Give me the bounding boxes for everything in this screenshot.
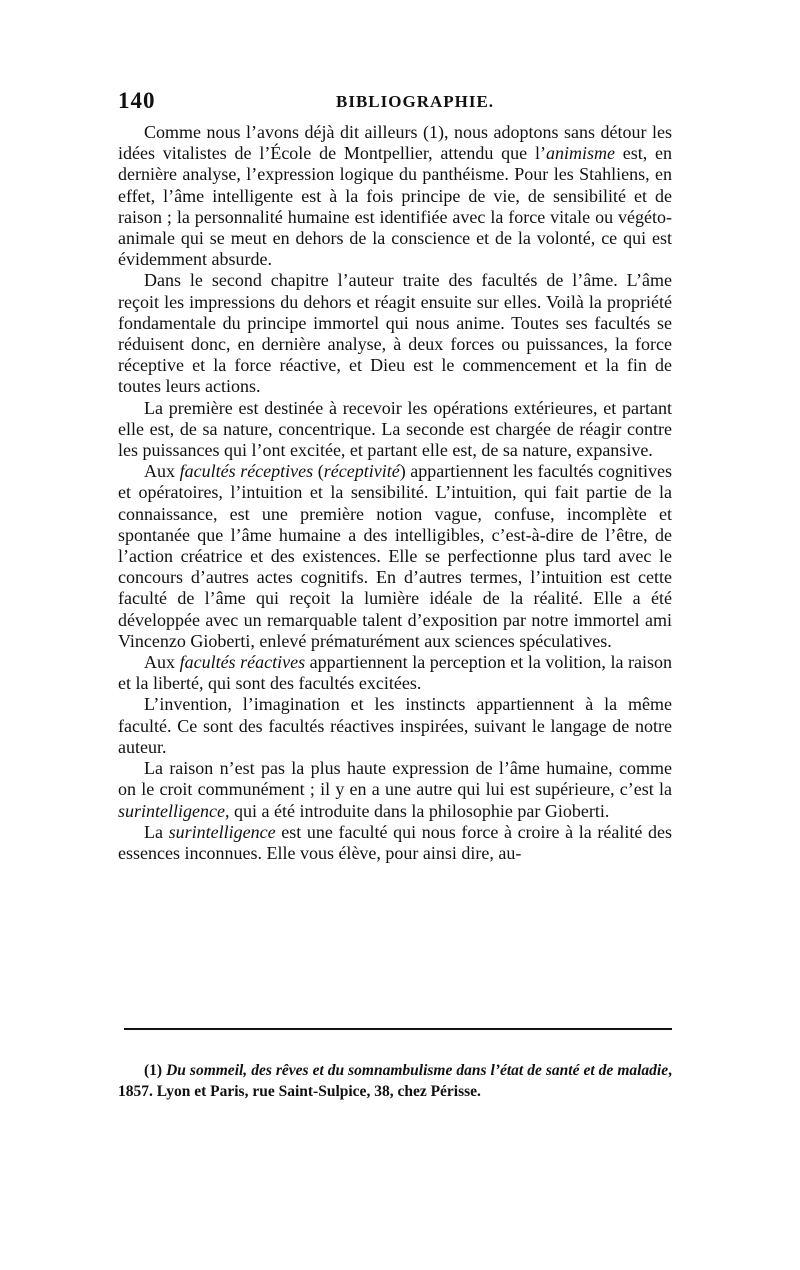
italic-run: Du sommeil, des rêves et du somnambulisme dans l’état de santé et de maladie xyxy=(166,1061,669,1079)
italic-run: facultés réactives xyxy=(179,652,306,673)
italic-run: surintelligence xyxy=(118,800,225,821)
text-run: Dans le second chapitre l’auteur traite des facultés de l’âme. L’âme reçoit les impressions du dehors et réagit ensuite sur elles. Voilà la propriété fondamentale du principe immortel qui nous anime. Toutes ses facultés se réduisent donc, en dernière analyse, à deux forces ou puissances, la force réceptive et la force réactive, et Dieu est le commencement et la fin de toutes leurs actions. xyxy=(118,270,672,397)
text-run: Comme nous l’avons déjà dit ailleurs (1), nous adoptons sans détour les idées vitalistes de l’École de Montpellier, attendu que l’ xyxy=(118,122,672,164)
paragraph xyxy=(118,694,672,758)
paragraph xyxy=(118,652,672,694)
paragraph xyxy=(118,122,672,270)
paragraph xyxy=(118,270,672,397)
text-run: Aux xyxy=(144,652,180,673)
text-run: ) appartiennent les facultés cognitives et opératoires, l’intuition et la sensibilité. L’intuition, qui fait partie de la connaissance, est une première notion vague, confuse, incomplète et spontanée que l’âme humaine a des intelligibles, c’est-à-dire de l’être, de l’action créatrice et des existences. Elle se perfectionne plus tard avec le concours d’autres actes cognitifs. En d’autres termes, l’intuition est cette faculté de l’âme qui reçoit la lumière idéale de la réalité. Elle a été développée avec un remarquable talent d’exposition par notre immortel ami Vincenzo Gioberti, enlevé prématurément aux sciences spéculatives. xyxy=(118,461,673,651)
italic-run: réceptivité xyxy=(323,461,400,482)
text-run: ( xyxy=(313,461,324,482)
paragraph xyxy=(118,398,672,462)
text-run: La première est destinée à recevoir les opérations extérieures, et partant elle est, de sa nature, concentrique. La seconde est chargée de réagir contre les puissances qui l’ont excitée, et partant elle est, de sa nature, expansive. xyxy=(118,397,672,461)
page-header xyxy=(118,88,674,118)
italic-run: facultés réceptives xyxy=(179,461,314,482)
running-head: BIBLIOGRAPHIE. xyxy=(336,92,495,111)
paragraph xyxy=(118,822,672,864)
text-run: appartiennent la perception et la volition, la raison et la liberté, qui sont des facultés excitées. xyxy=(118,652,673,694)
paragraph xyxy=(118,461,672,652)
text-run: Aux xyxy=(144,461,180,482)
footnote-rule xyxy=(124,1028,672,1030)
footnote xyxy=(118,1060,672,1102)
text-run: L’invention, l’imagination et les instincts appartiennent à la même faculté. Ce sont des facultés réactives inspirées, suivant le langage de notre auteur. xyxy=(118,694,672,757)
text-run: (1) xyxy=(144,1061,167,1079)
text-run: , 1857. Lyon et Paris, rue Saint-Sulpice, 38, chez Périsse. xyxy=(118,1061,672,1100)
text-run: La xyxy=(144,821,169,842)
page-number: 140 xyxy=(118,88,156,113)
italic-run: surintelligence xyxy=(168,821,276,842)
text-run: est, en dernière analyse, l’expression logique du panthéisme. Pour les Stahliens, en effet, l’âme intelligente est à la fois principe de vie, de sensibilité et de raison ; la personnalité humaine est identifiée avec la force vitale ou végéto-animale qui se meut en dehors de la conscience et de la volonté, ce qui est évidemment absurde. xyxy=(118,143,673,270)
text-run: est une faculté qui nous force à croire à la réalité des essences inconnues. Elle vous élève, pour ainsi dire, au- xyxy=(118,821,672,863)
text-run: La raison n’est pas la plus haute expression de l’âme humaine, comme on le croit communément ; il y en a une autre qui lui est supérieure, c’est la xyxy=(118,758,672,800)
text-run: , qui a été introduite dans la philosophie par Gioberti. xyxy=(224,800,610,821)
italic-run: animisme xyxy=(545,143,615,164)
paragraph xyxy=(118,758,672,822)
body-text xyxy=(118,122,672,864)
